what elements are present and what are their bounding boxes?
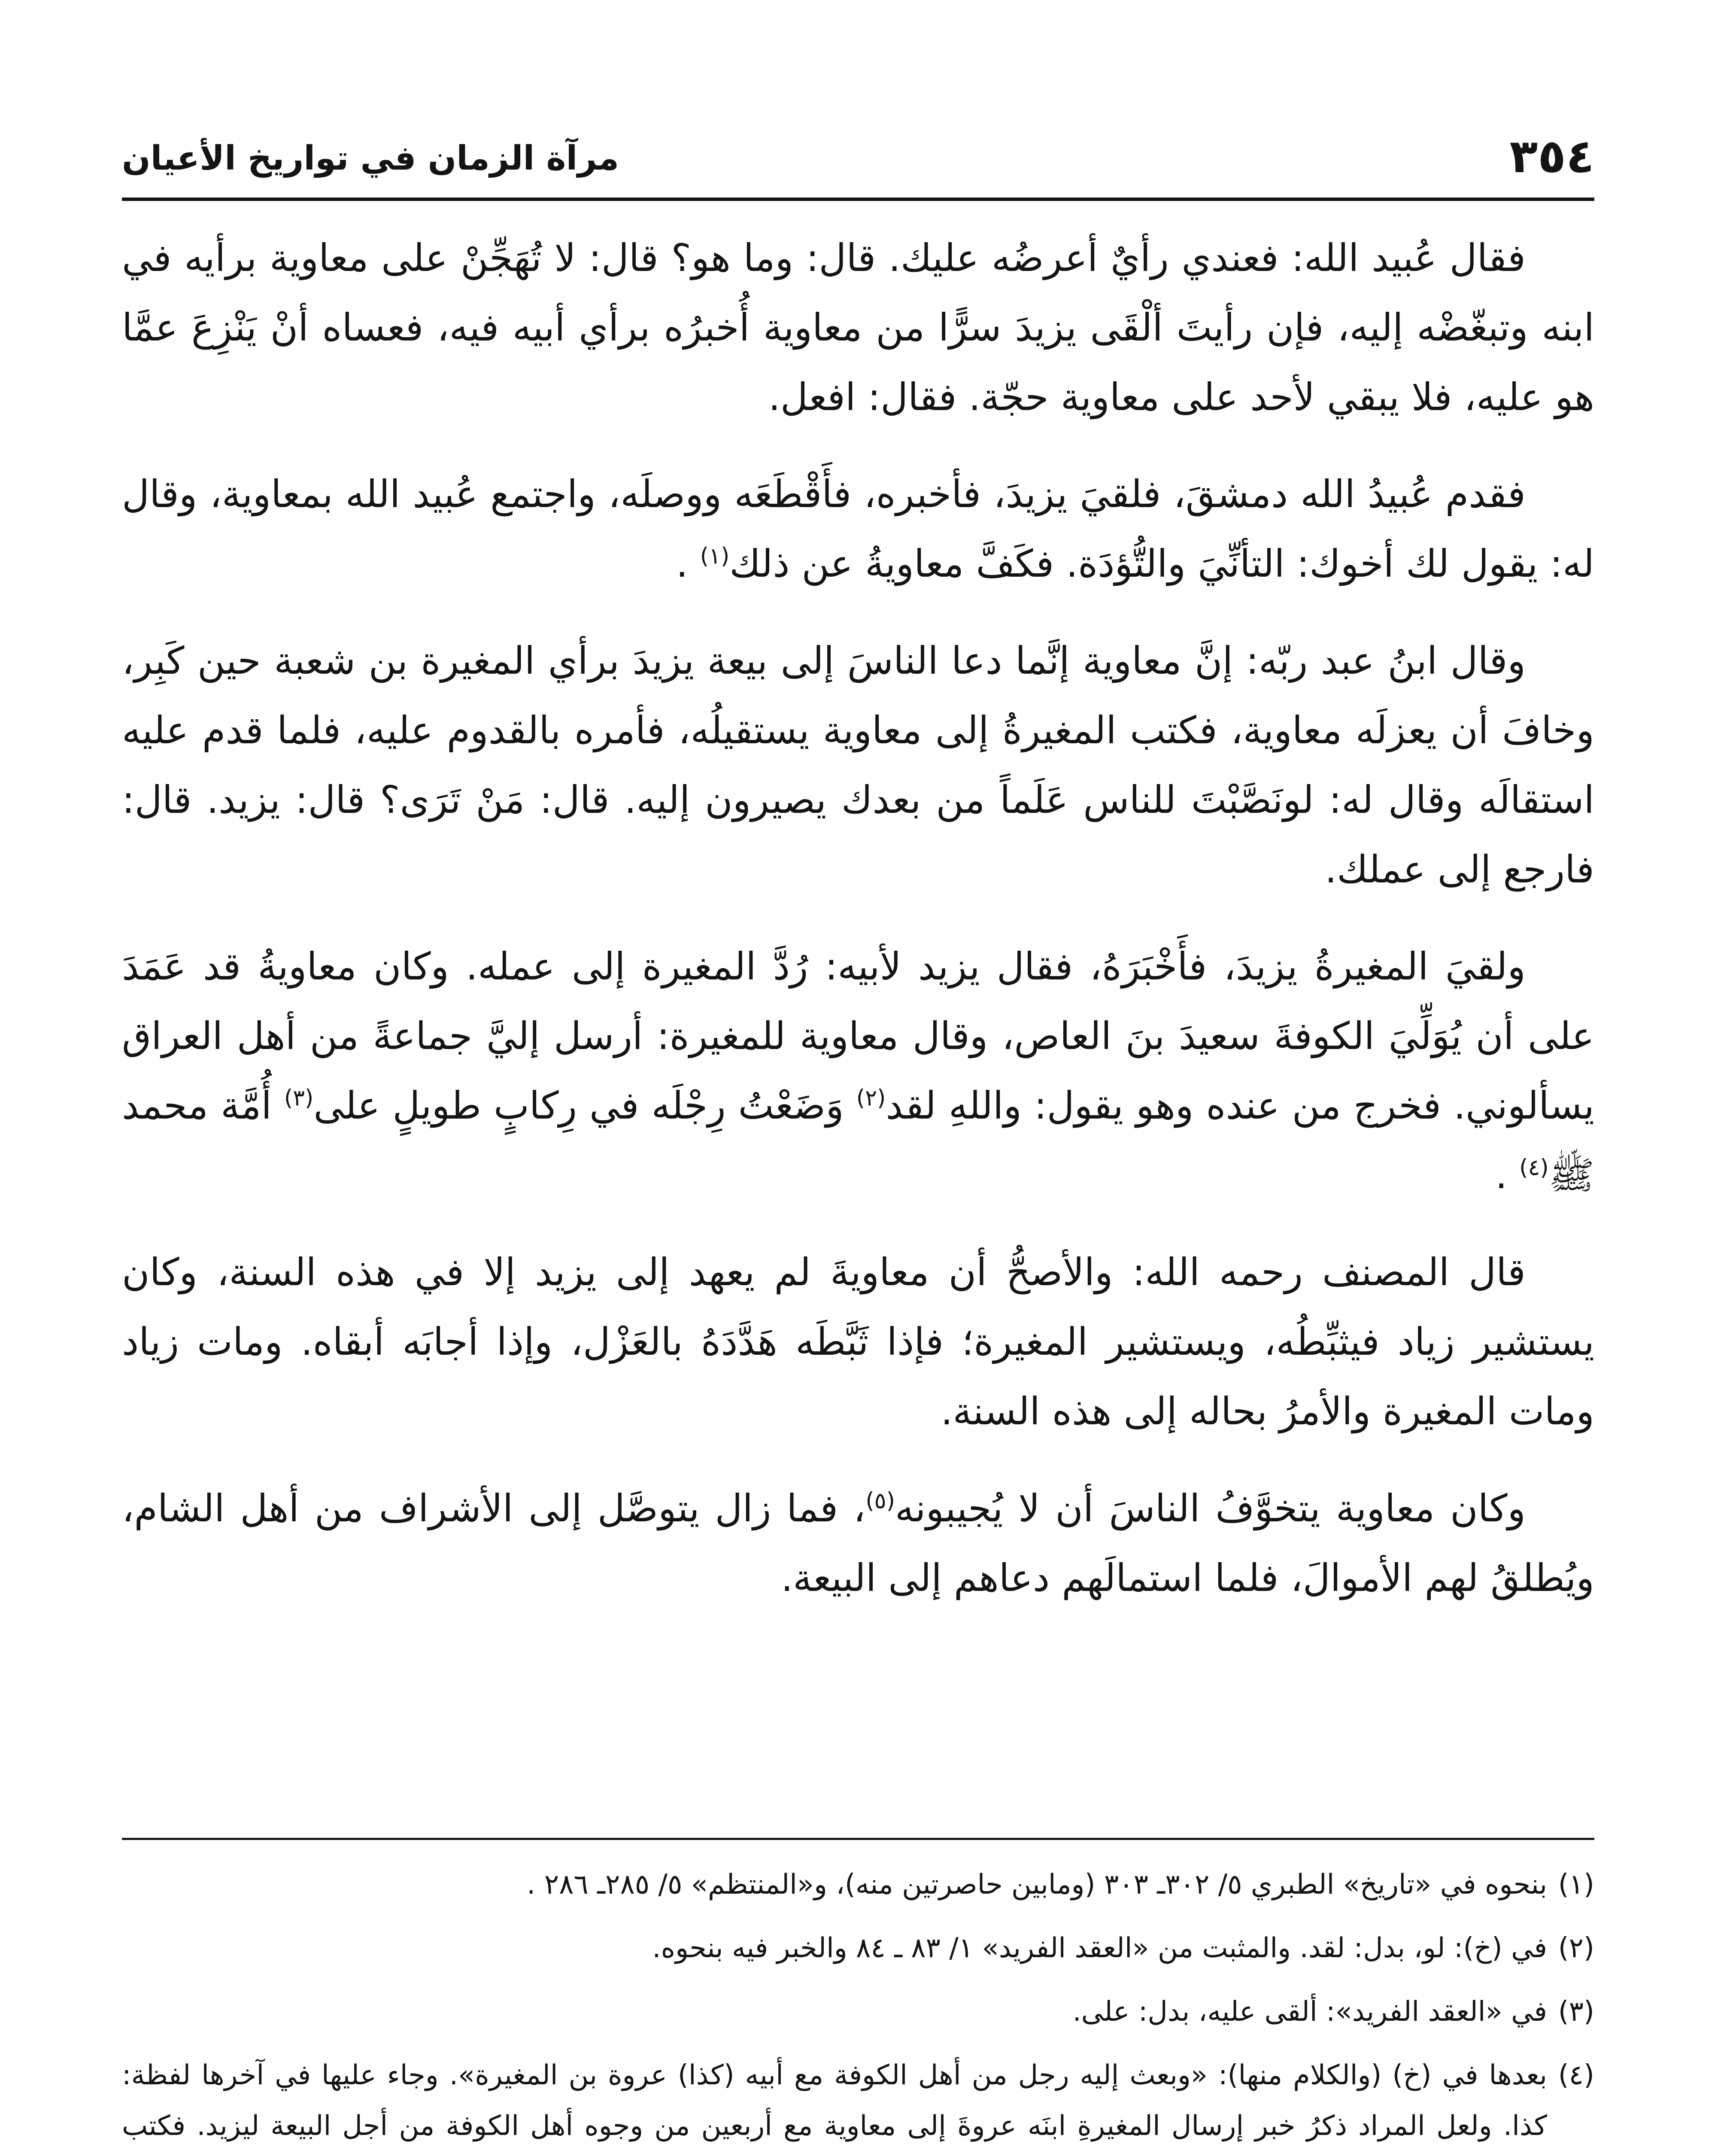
footnote-2-text: في (خ): لو، بدل: لقد. والمثبت من «العقد الفريد» ١/ ٨٣ ـ ٨٤ والخبر فيه بنحوه. <box>652 1932 1547 1964</box>
main-text <box>122 223 1594 1630</box>
paragraph-4 <box>122 932 1594 1210</box>
book-title: مرآة الزمان في تواريخ الأعيان <box>122 139 619 178</box>
paragraph-6 <box>122 1474 1594 1613</box>
footnote-ref-4: (٤) <box>1519 1155 1549 1181</box>
footnote-4-text: بعدها في (خ) (والكلام منها): «وبعث إليه رجل من أهل الكوفة مع أبيه (كذا) عروة بن المغيرة». وجاء عليها في آخرها لفظة: كذا. ولعل المراد ذكرُ خبر إرسال المغيرةِ ابنَه عروةَ إلى معاوية مع أربعين من وجوه أهل الكوفة من أجل البيعة ليزيد. فكتب <box>122 2059 1547 2142</box>
paragraph-6-text-b: ، فما زال يتوصَّل إلى الأشراف من أهل الشام، ويُطلقُ لهم الأموالَ، فلما استمالَهم دعاهم إلى البيعة. <box>122 1486 1594 1600</box>
footnote-4-mark: (٤) <box>1558 2059 1594 2091</box>
paragraph-4-end: . <box>1495 1153 1508 1197</box>
paragraph-2-text: فقدم عُبيدُ الله دمشقَ، فلقيَ يزيدَ، فأخبره، فأَقْطَعَه ووصلَه، واجتمع عُبيد الله بمعاوية، وقال له: يقول لك أخوك: التأنِّيَ والتُّؤدَة. فكَفَّ معاويةُ عن ذلك <box>122 472 1594 586</box>
paragraph-5: قال المصنف رحمه الله: والأصحُّ أن معاويةَ لم يعهد إلى يزيد إلا في هذه السنة، وكان يستشير زياد فيثبِّطُه، ويستشير المغيرة؛ فإذا ثَبَّطَه هَدَّدَهُ بالعَزْل، وإذا أجابَه أبقاه. ومات زياد ومات المغيرة والأمرُ بحاله إلى هذه السنة. <box>122 1250 1594 1433</box>
footnote-3-mark: (٣) <box>1558 1996 1594 2028</box>
footnote-1-mark: (١) <box>1558 1869 1594 1901</box>
footnote-1-text: بنحوه في «تاريخ» الطبري ٥/ ٣٠٢ـ ٣٠٣ (ومابين حاصرتين منه)، و«المنتظم» ٥/ ٢٨٥ـ ٢٨٦ . <box>527 1869 1547 1901</box>
footnote-ref-2: (٢) <box>856 1085 886 1111</box>
page-number: ٣٥٤ <box>1509 130 1594 183</box>
footnote-ref-5: (٥) <box>865 1488 895 1514</box>
paragraph-4-text-c: أُمَّة محمد ﷺ <box>122 1083 1594 1197</box>
header-divider <box>122 198 1594 201</box>
paragraph-4-text-b: وَضَعْتُ رِجْلَه في رِكابٍ طويلٍ على <box>313 1083 844 1128</box>
footnote-1 <box>122 1859 1594 1910</box>
footnote-ref-1: (١) <box>700 543 730 569</box>
footnote-ref-3: (٣) <box>284 1085 314 1111</box>
footnote-3-text: في «العقد الفريد»: ألقى عليه، بدل: على. <box>1072 1996 1547 2028</box>
footnote-2 <box>122 1923 1594 1974</box>
paragraph-4-text-a: ولقيَ المغيرةُ يزيدَ، فأَخْبَرَهُ، فقال يزيد لأبيه: رُدَّ المغيرة إلى عمله. وكان معاويةُ قد عَمَدَ على أن يُوَلِّيَ الكوفةَ سعيدَ بنَ العاص، وقال معاوية للمغيرة: أرسل إليَّ جماعةً من أهل العراق يسألوني. فخرج من عنده وهو يقول: واللهِ لقد <box>122 944 1594 1128</box>
paragraph-1: فقال عُبيد الله: فعندي رأيٌ أعرضُه عليك. قال: وما هو؟ قال: لا تُهَجِّنْ على معاوية برأيه في ابنه وتبغّضْه إليه، فإن رأيتَ ألْقَى يزيدَ سرًّا من معاوية أُخبرُه برأي أبيه فيه، فعساه أنْ يَنْزِعَ عمَّا هو عليه، فلا يبقي لأحد على معاوية حجّة. فقال: افعل. <box>122 236 1594 419</box>
footnote-2-mark: (٢) <box>1558 1932 1594 1964</box>
footnotes <box>122 1859 1594 2147</box>
footnote-3 <box>122 1986 1594 2037</box>
paragraph-2 <box>122 459 1594 599</box>
paragraph-2-end: . <box>676 541 688 586</box>
footnote-4 <box>122 2050 1594 2147</box>
running-header <box>122 125 1594 193</box>
paragraph-6-text-a: وكان معاوية يتخوَّفُ الناسَ أن لا يُجيبونه <box>895 1486 1526 1530</box>
paragraph-3: وقال ابنُ عبد ربّه: إنَّ معاوية إنَّما دعا الناسَ إلى بيعة يزيدَ برأي المغيرة بن شعبة حين كَبِر، وخافَ أن يعزلَه معاوية، فكتب المغيرةُ إلى معاوية يستقيلُه، فأمره بالقدوم عليه، فلما قدم عليه استقالَه وقال له: لونَصَّبْتَ للناس عَلَماً من بعدك يصيرون إليه. قال: مَنْ تَرَى؟ قال: يزيد. قال: فارجع إلى عملك. <box>122 639 1594 891</box>
footnote-divider <box>122 1838 1594 1840</box>
